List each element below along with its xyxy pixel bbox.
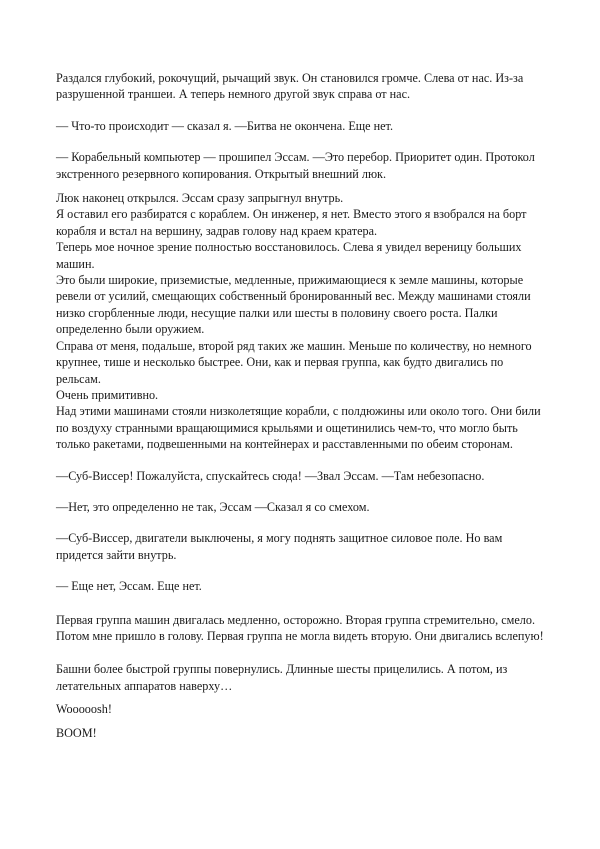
- paragraph-3: — Корабельный компьютер — прошипел Эссам. —Это перебор. Приоритет один. Протокол экстренного резервного копирования. Открытый внешний люк.: [56, 150, 535, 181]
- paragraph-17: Wooooosh!: [56, 702, 112, 717]
- paragraph-15: Первая группа машин двигалась медленно, осторожно. Вторая группа стремительно, смело. Потом мне пришло в голову. Первая группа не могла видеть вторую. Они двигались вслепую!: [56, 612, 544, 643]
- paragraph-2: — Что-то происходит — сказал я. —Битва не окончена. Еще нет.: [56, 118, 393, 133]
- paragraph-6: Теперь мое ночное зрение полностью восстановилось. Слева я увидел вереницу больших машин.: [56, 240, 522, 271]
- paragraph-9: Очень примитивно.: [56, 387, 159, 402]
- paragraph-14: — Еще нет, Эссам. Еще нет.: [56, 579, 202, 594]
- paragraph-13: —Суб-Виссер, двигатели выключены, я могу поднять защитное силовое поле. Но вам придется зайти внутрь.: [56, 531, 503, 562]
- paragraph-8: Справа от меня, подальше, второй ряд таких же машин. Меньше по количеству, но немного крупнее, тише и несколько быстрее. Они, как и первая группа, как будто двигались по рельсам.: [56, 338, 532, 386]
- paragraph-11: —Суб-Виссер! Пожалуйста, спускайтесь сюда! —Звал Эссам. —Там небезопасно.: [56, 468, 485, 483]
- paragraph-7: Это были широкие, приземистые, медленные, прижимающиеся к земле машины, которые ревели от усилий, смещающих собственный бронированный вес. Между машинами стояли низко сгорбленные люди, несущие палки или шесты в половину своего роста. Палки определенно были оружием.: [56, 273, 531, 337]
- paragraph-1: Раздался глубокий, рокочущий, рычащий звук. Он становился громче. Слева от нас. Из-за разрушенной траншеи. А теперь немного другой звук справа от нас.: [56, 71, 524, 102]
- paragraph-5: Я оставил его разбиратся с кораблем. Он инженер, я нет. Вместо этого я взобрался на борт корабля и встал на вершину, задрав голову над краем кратера.: [56, 207, 527, 238]
- paragraph-16: Башни более быстрой группы повернулись. Длинные шесты прицелились. А потом, из летательных аппаратов наверху…: [56, 662, 508, 693]
- paragraph-12: —Нет, это определенно не так, Эссам —Сказал я со смехом.: [56, 499, 370, 514]
- paragraph-18: BOOM!: [56, 725, 97, 740]
- paragraph-4: Люк наконец открылся. Эссам сразу запрыгнул внутрь.: [56, 191, 344, 206]
- document-page: [56, 70, 550, 741]
- paragraph-10: Над этими машинами стояли низколетящие корабли, с полдюжины или около того. Они били по воздуху странными вращающимися крыльями и ощетинились чем-то, что могло быть только ракетами, подвешенными на контейнерах и расставленными по обеим сторонам.: [56, 404, 541, 452]
